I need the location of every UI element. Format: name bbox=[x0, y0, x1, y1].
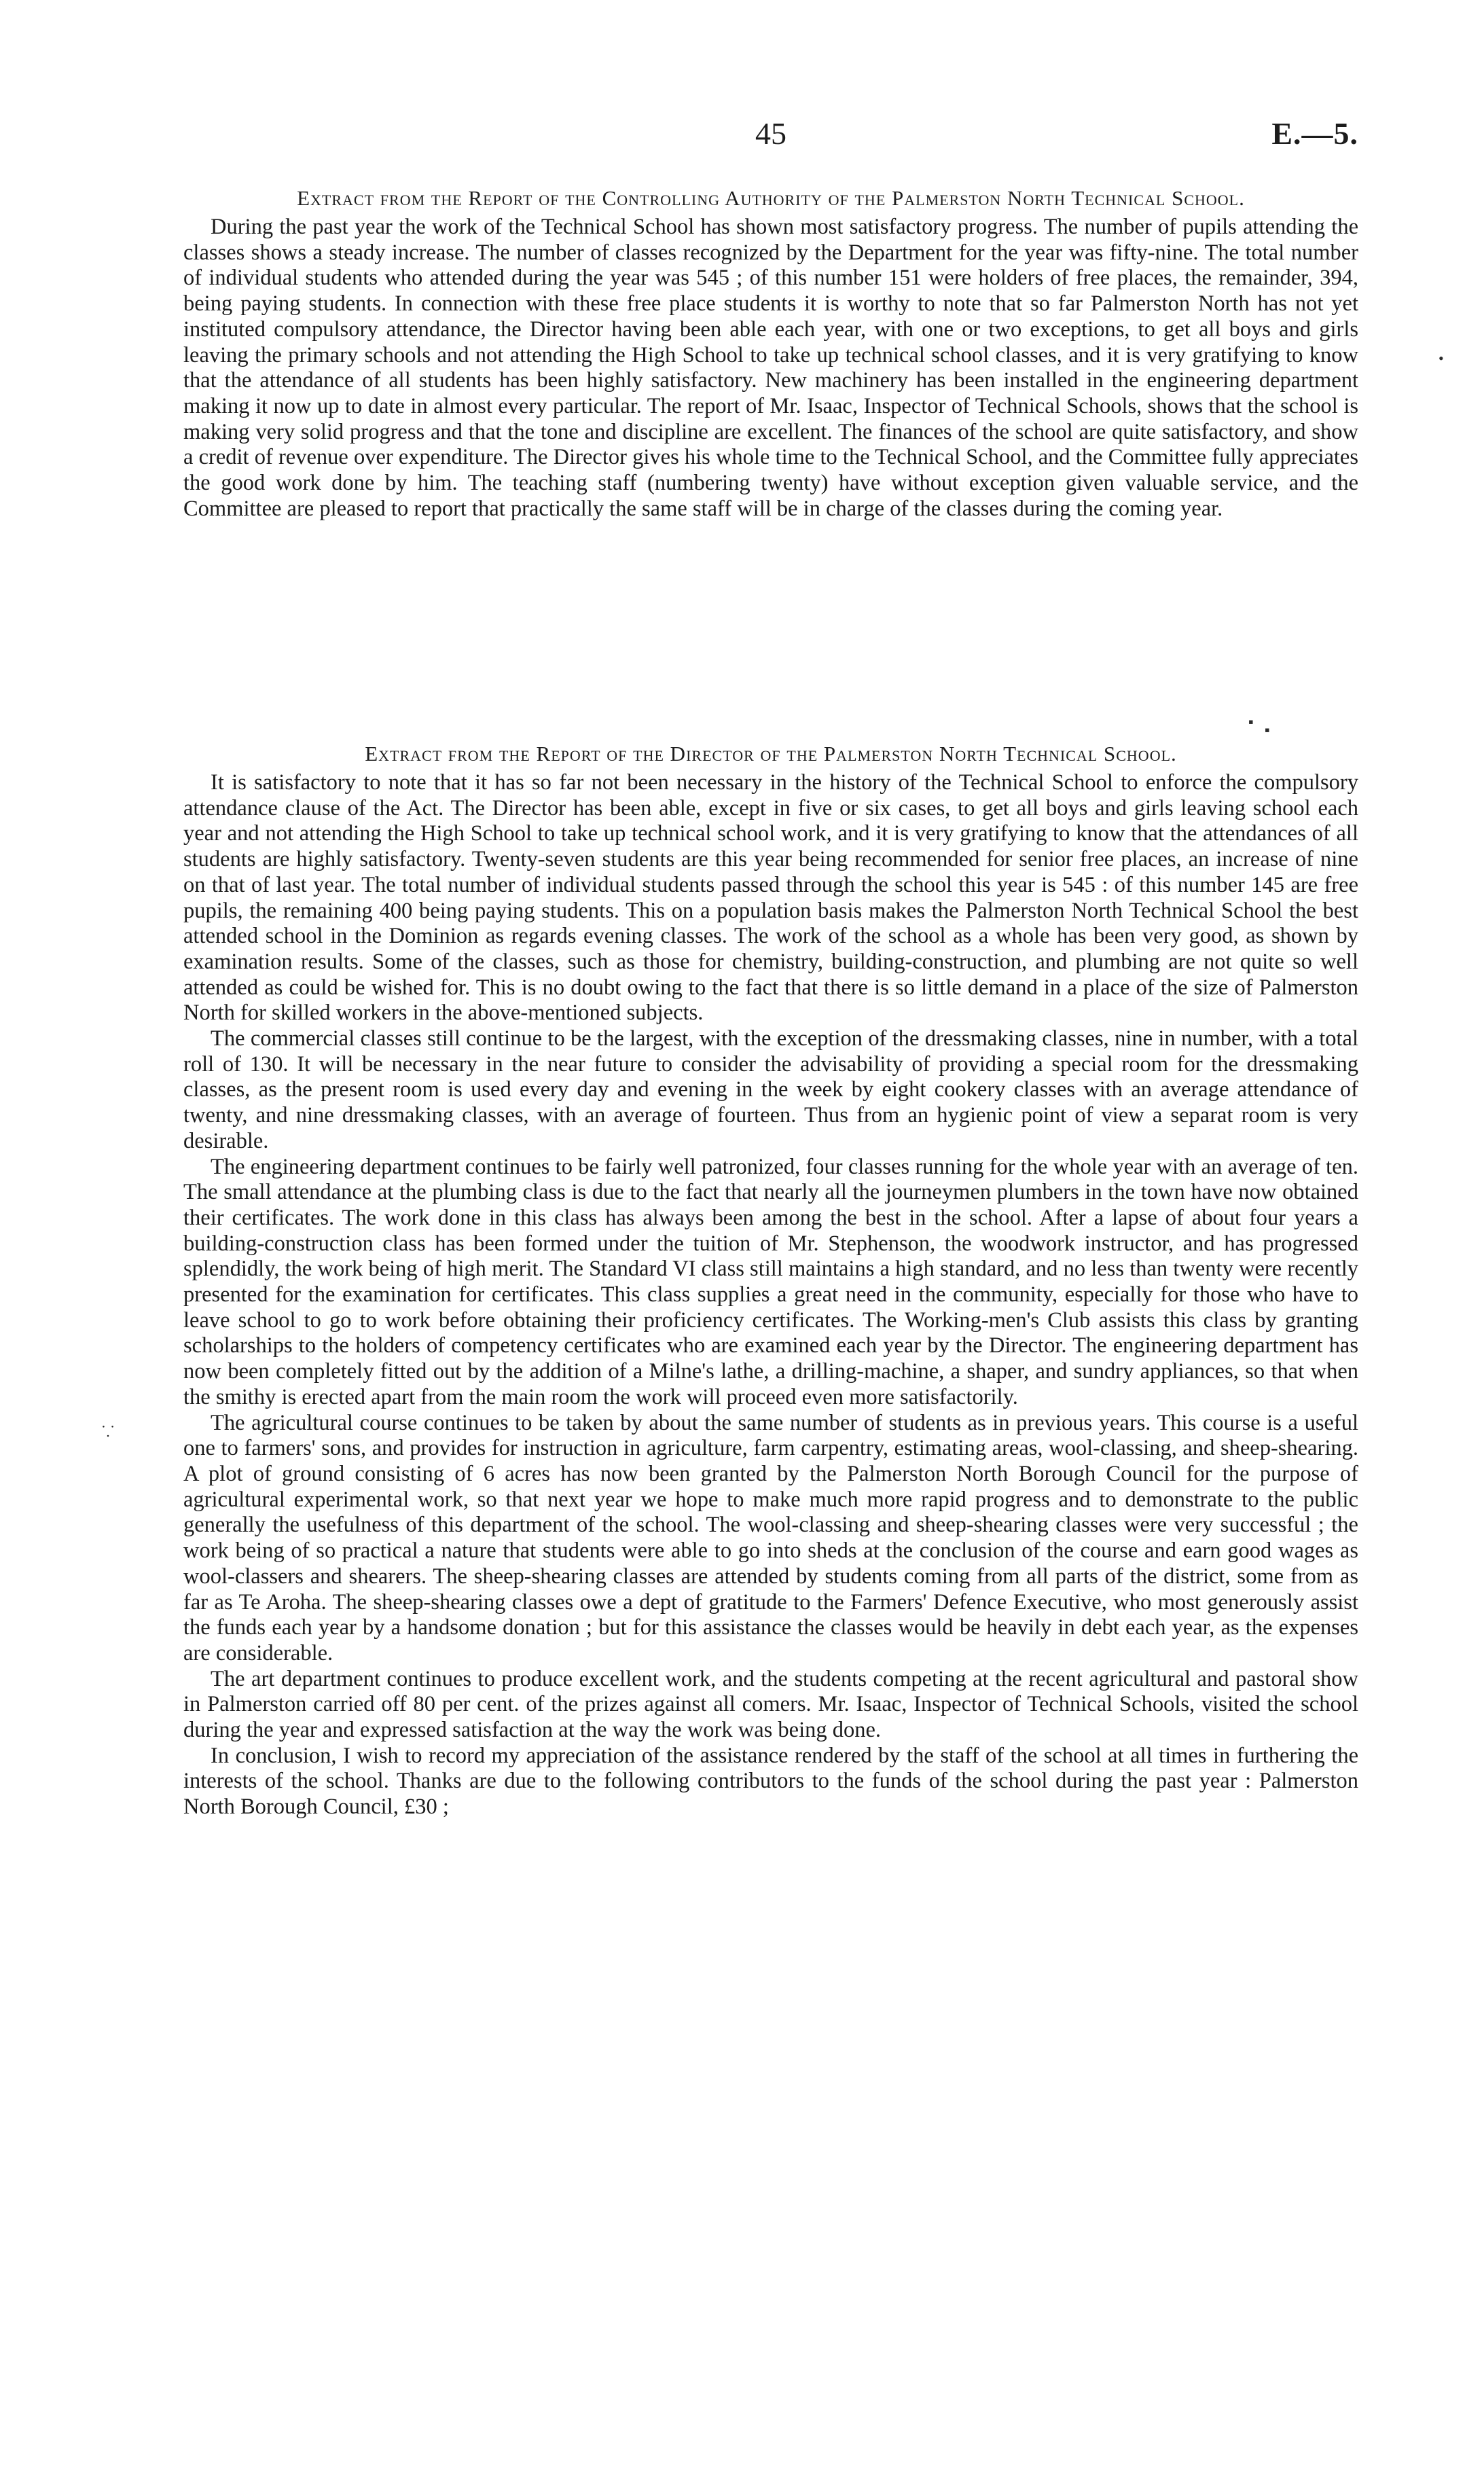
controlling-authority-extract bbox=[183, 185, 1358, 522]
page-number: 45 bbox=[755, 116, 786, 151]
director-report-extract bbox=[183, 740, 1358, 1820]
paragraph: The commercial classes still continue to be the largest, with the exception of the dressmaking classes, nine in number, with a total roll of 130. It will be necessary in the near future to consider the advisability of providing a special room for the dressmaking classes, as the present room is used every day and evening in the week by eight cookery classes with an average attendance of twenty, and nine dressmaking classes, with an average of fourteen. Thus from an hygienic point of view a separat room is very desirable. bbox=[183, 1026, 1358, 1153]
page-header bbox=[183, 115, 1358, 163]
scan-speck: ▪ bbox=[1265, 721, 1270, 738]
paragraph: The art department continues to produce excellent work, and the students competing at the recent agricultural and pastoral show in Palmerston carried off 80 per cent. of the prizes against all comers. Mr. Isaac, Inspector of Technical Schools, visited the school during the year and expressed satisfaction at the way the work was being done. bbox=[183, 1666, 1358, 1743]
section-heading: Extract from the Report of the Director of the Palmerston North Technical School. bbox=[365, 742, 1177, 765]
paragraph: During the past year the work of the Technical School has shown most satisfactory progress. The number of pupils attending the classes shows a steady increase. The number of classes recognized by the Department for the year was fifty-nine. The total number of individual students who attended during the year was 545 ; of this number 151 were holders of free places, the remainder, 394, being paying students. In connection with these free place students it is worthy to note that so far Palmerston North has not yet instituted compulsory attendance, the Director having been able each year, with one or two exceptions, to get all boys and girls leaving the primary schools and not attending the High School to take up technical school classes, and it is very gratifying to know that the attendance of all students has been highly satisfactory. New machinery has been installed in the engineering department making it now up to date in almost every particular. The report of Mr. Isaac, Inspector of Technical Schools, shows that the school is making very solid progress and that the tone and discipline are excellent. The finances of the school are quite satisfactory, and show a credit of revenue over expenditure. The Director gives his whole time to the Technical School, and the Committee fully appreciates the good work done by him. The teaching staff (numbering twenty) have without exception given valuable service, and the Committee are pleased to report that practically the same staff will be in charge of the classes during the coming year. bbox=[183, 215, 1358, 521]
paragraph: The agricultural course continues to be taken by about the same number of students as in previous years. This course is a useful one to farmers' sons, and provides for instruction in agriculture, farm carpentry, estimating areas, wool-classing, and sheep-shearing. A plot of ground consisting of 6 acres has now been granted by the Palmerston North Borough Council for the purpose of agricultural experimental work, so that next year we hope to make much more rapid progress and to demonstrate to the public generally the usefulness of this department of the school. The wool-classing and sheep-shearing classes were very successful ; the work being of so practical a nature that students were able to go into sheds at the conclusion of the course and earn good wages as wool-classers and shearers. The sheep-shearing classes are attended by students coming from all parts of the district, some from as far as Te Aroha. The sheep-shearing classes owe a dept of gratitude to the Farmers' Defence Executive, who most generously assist the funds each year by a handsome donation ; but for this assistance the classes would be heavily in debt each year, as the expenses are considerable. bbox=[183, 1410, 1358, 1665]
paragraph: The engineering department continues to be fairly well patronized, four classes running for the whole year with an average of ten. The small attendance at the plumbing class is due to the fact that nearly all the journeymen plumbers in the town have now obtained their certificates. The work done in this class has always been among the best in the school. After a lapse of about four years a building-construction class has been formed under the tuition of Mr. Stephenson, the woodwork instructor, and has progressed splendidly, the work being of high merit. The Standard VI class still maintains a high standard, and no less than twenty were recently presented for the examination for certificates. This class supplies a great need in the community, especially for those who have to leave school to go to work before obtaining their proficiency certificates. The Working-men's Club assists this class by granting scholarships to the holders of competency certificates who are examined each year by the Director. The engineering department has now been completely fitted out by the addition of a Milne's lathe, a drilling-machine, a shaper, and sundry appliances, so that when the smithy is erected apart from the main room the work will proceed even more satisfactorily. bbox=[183, 1154, 1358, 1409]
scan-speck: ⸪ bbox=[102, 1423, 115, 1440]
scan-speck: ▪ bbox=[1248, 713, 1254, 730]
report-code: E.—5. bbox=[1271, 116, 1358, 151]
scan-speck: • bbox=[1438, 350, 1444, 367]
section-heading: Extract from the Report of the Controlling Authority of the Palmerston North Technical School. bbox=[297, 186, 1245, 210]
paragraph: In conclusion, I wish to record my appreciation of the assistance rendered by the staff of the school at all times in furthering the interests of the school. Thanks are due to the following contributors to the funds of the school during the past year : Palmerston North Borough Council, £30 ; bbox=[183, 1743, 1358, 1820]
paragraph: It is satisfactory to note that it has so far not been necessary in the history of the Technical School to enforce the compulsory attendance clause of the Act. The Director has been able, except in five or six cases, to get all boys and girls leaving school each year and not attending the High School to take up technical school work, and it is very gratifying to know that the attendances of all students are highly satisfactory. Twenty-seven students are this year being recommended for senior free places, an increase of nine on that of last year. The total number of individual students passed through the school this year is 545 : of this number 145 are free pupils, the remaining 400 being paying students. This on a population basis makes the Palmerston North Technical School the best attended school in the Dominion as regards evening classes. The work of the school as a whole has been very good, as shown by examination results. Some of the classes, such as those for chemistry, building-construction, and plumbing are not quite so well attended as could be wished for. This is no doubt owing to the fact that there is so little demand in a place of the size of Palmerston North for skilled workers in the above-mentioned subjects. bbox=[183, 770, 1358, 1026]
